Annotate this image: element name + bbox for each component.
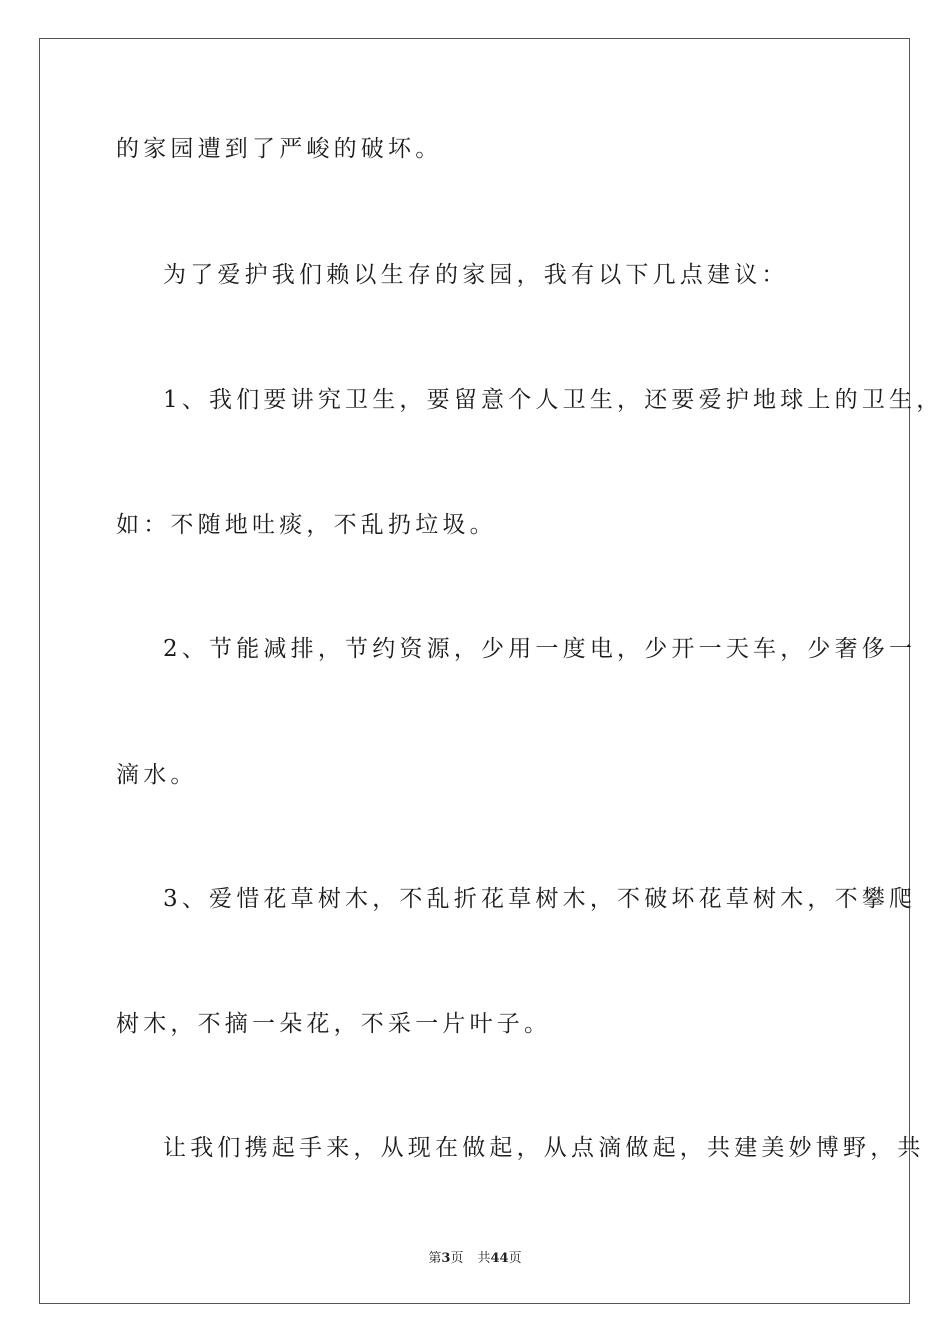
paragraph-line: 3、爱惜花草树木，不乱折花草树木，不破坏花草树木，不攀爬 xyxy=(163,886,917,912)
footer-total-unit: 页 xyxy=(508,1251,522,1266)
footer-total-prefix: 共 xyxy=(477,1251,491,1266)
paragraph-line: 如：不随地吐痰，不乱扔垃圾。 xyxy=(116,512,497,538)
paragraph-line: 树木，不摘一朵花，不采一片叶子。 xyxy=(116,1011,552,1037)
footer-prefix: 第 xyxy=(428,1251,442,1266)
paragraph-line: 滴水。 xyxy=(116,762,198,788)
paragraph-line: 2、节能减排，节约资源，少用一度电，少开一天车，少奢侈一 xyxy=(163,636,917,662)
page-border xyxy=(39,38,910,1304)
paragraph-line: 的家园遭到了严峻的破坏。 xyxy=(116,136,443,162)
paragraph-line: 为了爱护我们赖以生存的家园，我有以下几点建议： xyxy=(163,262,789,288)
paragraph-line: 1、我们要讲究卫生，要留意个人卫生，还要爱护地球上的卫生， xyxy=(163,387,944,413)
page-footer xyxy=(0,1247,950,1266)
footer-page-unit: 页 xyxy=(450,1251,464,1266)
total-pages-number: 44 xyxy=(490,1251,509,1266)
paragraph-line: 让我们携起手来，从现在做起，从点滴做起，共建美妙博野，共 xyxy=(163,1135,925,1161)
current-page-number: 3 xyxy=(441,1251,451,1266)
